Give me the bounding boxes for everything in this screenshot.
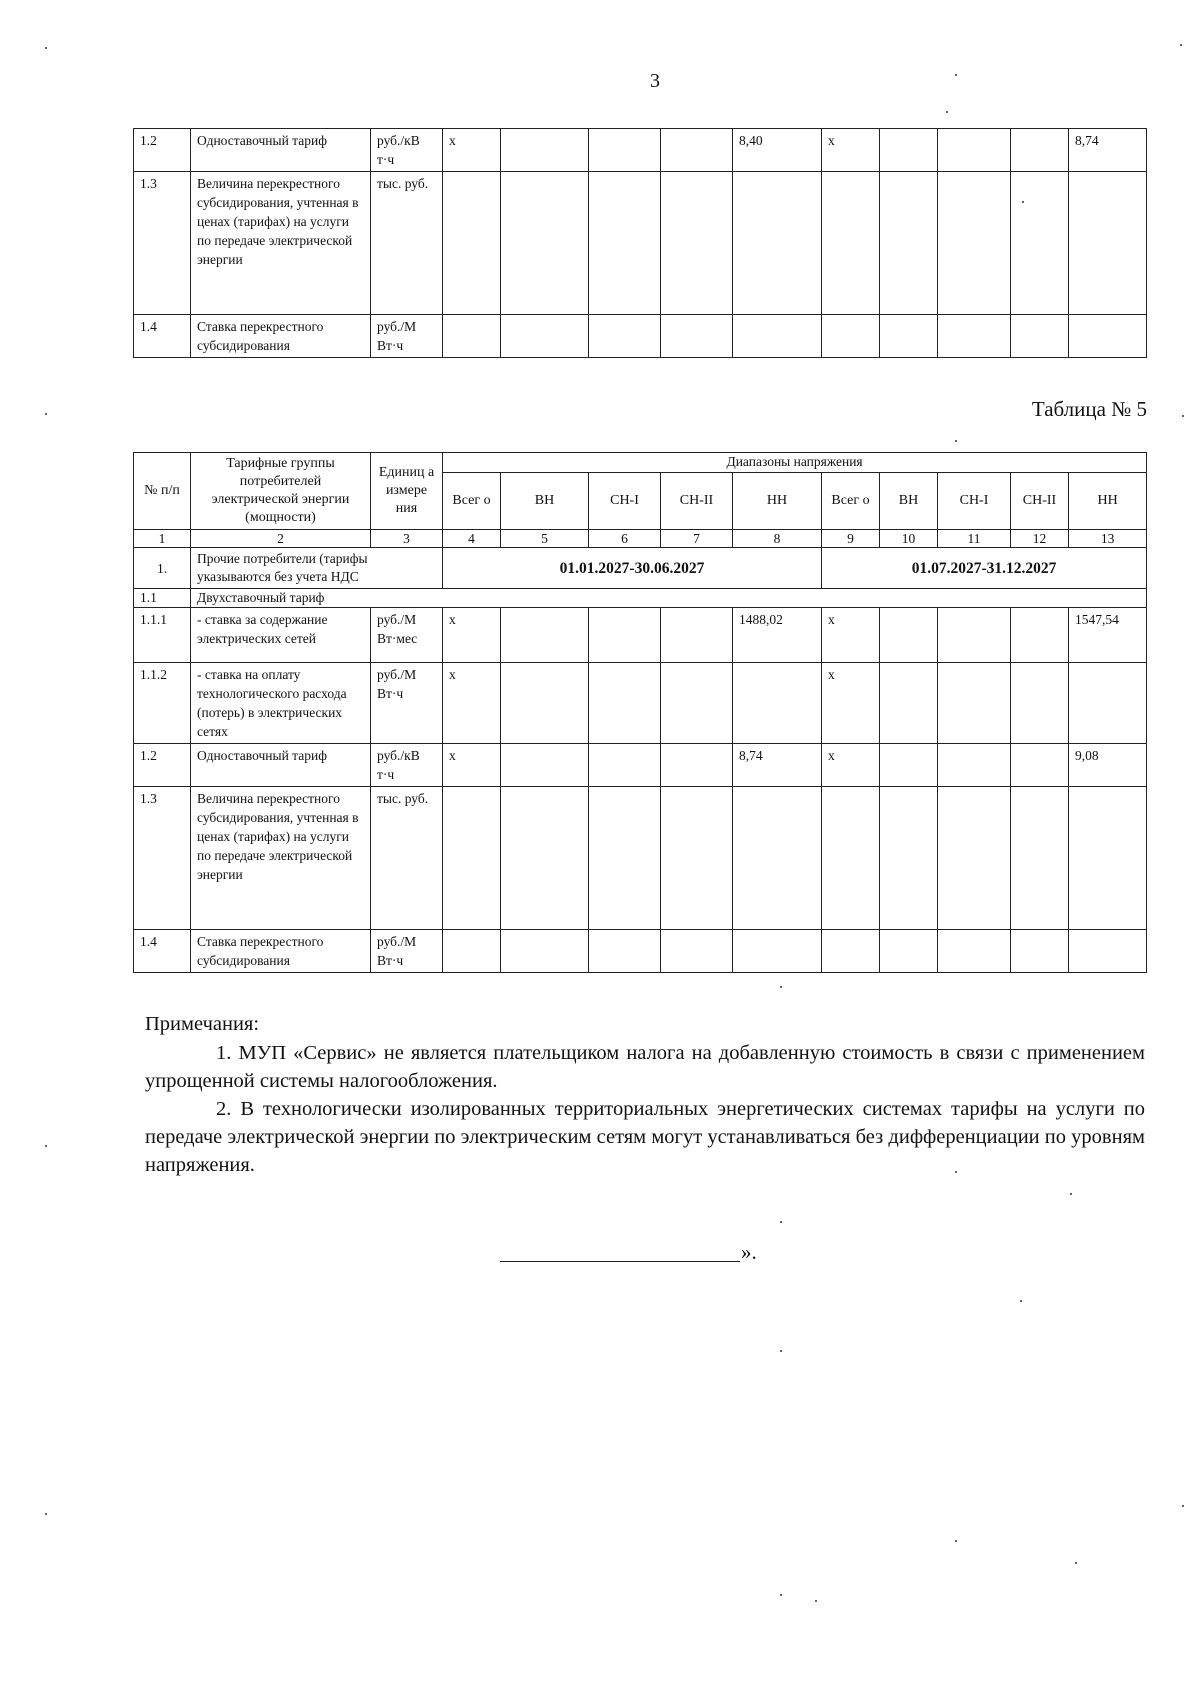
value-cell	[443, 787, 501, 930]
scan-speck	[1182, 415, 1184, 417]
value-cell	[501, 129, 589, 172]
scan-speck	[45, 1513, 47, 1515]
group-num: 1.	[134, 548, 191, 589]
value-cell	[501, 930, 589, 973]
table-row	[134, 744, 1147, 787]
value-cell	[589, 930, 661, 973]
value-cell	[733, 787, 822, 930]
value-cell	[589, 315, 661, 358]
row-num: 1.3	[134, 787, 191, 930]
value-cell	[733, 315, 822, 358]
column-number: 1	[134, 530, 191, 548]
value-cell	[880, 129, 938, 172]
table-5-header-row	[134, 453, 1147, 473]
column-number: 6	[589, 530, 661, 548]
scan-speck	[780, 1221, 782, 1223]
value-cell	[880, 172, 938, 315]
value-cell	[880, 744, 938, 787]
table-row	[134, 663, 1147, 744]
value-cell: 8,74	[1069, 129, 1147, 172]
scan-speck	[1180, 44, 1182, 46]
notes-block	[145, 1010, 1145, 1179]
value-cell	[589, 129, 661, 172]
voltage-header: Всег о	[443, 472, 501, 530]
row-num: 1.2	[134, 744, 191, 787]
value-cell	[733, 930, 822, 973]
value-cell: х	[822, 663, 880, 744]
scan-speck	[1020, 1300, 1022, 1302]
notes-title: Примечания:	[145, 1013, 260, 1035]
row-unit: руб./М Вт·мес	[371, 608, 443, 663]
value-cell	[733, 172, 822, 315]
value-cell	[938, 172, 1011, 315]
header-num: № п/п	[134, 453, 191, 530]
scan-speck	[1022, 201, 1024, 203]
value-cell	[443, 315, 501, 358]
value-cell	[1069, 172, 1147, 315]
column-number: 10	[880, 530, 938, 548]
scan-speck	[45, 413, 47, 415]
value-cell	[880, 315, 938, 358]
note-item: 1. МУП «Сервис» не является плательщиком налога на добавленную стоимость в связи с применением упрощенной системы налогообложения.	[145, 1042, 1145, 1092]
value-cell	[822, 172, 880, 315]
value-cell	[880, 608, 938, 663]
column-number: 9	[822, 530, 880, 548]
column-number: 11	[938, 530, 1011, 548]
section-name: Двухставочный тариф	[191, 589, 1147, 608]
value-cell	[661, 315, 733, 358]
scan-speck	[45, 47, 47, 49]
voltage-header: СН-II	[1011, 472, 1069, 530]
voltage-header: СН-I	[938, 472, 1011, 530]
row-unit: руб./М Вт·ч	[371, 930, 443, 973]
value-cell	[938, 129, 1011, 172]
value-cell: 8,74	[733, 744, 822, 787]
tariff-table-continuation	[133, 128, 1147, 358]
value-cell	[501, 608, 589, 663]
value-cell: 9,08	[1069, 744, 1147, 787]
value-cell	[938, 608, 1011, 663]
column-number: 5	[501, 530, 589, 548]
table-5-section-row	[134, 589, 1147, 608]
value-cell	[661, 930, 733, 973]
value-cell	[1011, 663, 1069, 744]
value-cell	[443, 172, 501, 315]
value-cell	[938, 663, 1011, 744]
value-cell	[880, 930, 938, 973]
value-cell	[733, 663, 822, 744]
voltage-header: СН-I	[589, 472, 661, 530]
value-cell	[589, 744, 661, 787]
value-cell	[501, 787, 589, 930]
scan-speck	[955, 74, 957, 76]
value-cell	[1069, 787, 1147, 930]
row-unit: руб./М Вт·ч	[371, 663, 443, 744]
table-5-caption: Таблица № 5	[1031, 397, 1147, 421]
scan-speck	[955, 440, 957, 442]
value-cell	[1011, 930, 1069, 973]
row-name: - ставка за содержание электрических сетей	[191, 608, 371, 663]
value-cell	[589, 663, 661, 744]
value-cell	[501, 663, 589, 744]
continuation-table-body	[134, 129, 1147, 358]
signature-line	[500, 1237, 740, 1262]
header-group: Тарифные группы потребителей электрической энергии (мощности)	[191, 453, 371, 530]
column-number: 13	[1069, 530, 1147, 548]
value-cell	[1069, 930, 1147, 973]
value-cell: 1547,54	[1069, 608, 1147, 663]
value-cell	[938, 930, 1011, 973]
row-unit: тыс. руб.	[371, 172, 443, 315]
group-name: Прочие потребители (тарифы указываются без учета НДС	[191, 548, 443, 589]
value-cell	[822, 930, 880, 973]
value-cell: х	[443, 744, 501, 787]
scan-speck	[946, 111, 948, 113]
value-cell	[880, 787, 938, 930]
page-number: 3	[650, 70, 660, 92]
value-cell	[501, 744, 589, 787]
table-5-body	[134, 453, 1147, 973]
table-row	[134, 608, 1147, 663]
column-number: 4	[443, 530, 501, 548]
value-cell	[501, 172, 589, 315]
value-cell	[501, 315, 589, 358]
section-num: 1.1	[134, 589, 191, 608]
header-unit: Единиц а измере ния	[371, 453, 443, 530]
value-cell	[661, 744, 733, 787]
value-cell	[661, 787, 733, 930]
value-cell	[443, 930, 501, 973]
value-cell: х	[443, 608, 501, 663]
scan-speck	[780, 986, 782, 988]
tariff-table-5	[133, 452, 1147, 973]
value-cell: х	[822, 744, 880, 787]
row-num: 1.1.1	[134, 608, 191, 663]
value-cell	[822, 315, 880, 358]
value-cell	[880, 663, 938, 744]
value-cell	[822, 787, 880, 930]
scan-speck	[955, 1171, 957, 1173]
period-2: 01.07.2027-31.12.2027	[822, 548, 1147, 589]
voltage-header: Всег о	[822, 472, 880, 530]
value-cell	[1011, 129, 1069, 172]
row-num: 1.4	[134, 315, 191, 358]
scan-speck	[780, 1594, 782, 1596]
note-item: 2. В технологически изолированных территориальных энергетических системах тарифы на услуги по передаче электрической энергии по электрическим сетям могут устанавливаться без дифференциации по уровням напряжения.	[145, 1098, 1145, 1176]
scan-speck	[45, 1145, 47, 1147]
value-cell	[589, 608, 661, 663]
row-name: Одноставочный тариф	[191, 129, 371, 172]
voltage-header: СН-II	[661, 472, 733, 530]
value-cell: х	[443, 129, 501, 172]
scan-speck	[1182, 1505, 1184, 1507]
scan-speck	[815, 1600, 817, 1602]
row-name: Ставка перекрестного субсидирования	[191, 315, 371, 358]
value-cell	[1011, 787, 1069, 930]
period-1: 01.01.2027-30.06.2027	[443, 548, 822, 589]
value-cell	[1011, 315, 1069, 358]
scan-speck	[1075, 1562, 1077, 1564]
closing-quote: ».	[741, 1240, 757, 1264]
table-5-column-numbers-row	[134, 530, 1147, 548]
row-unit: руб./кВ т·ч	[371, 129, 443, 172]
table-row	[134, 787, 1147, 930]
table-row	[134, 172, 1147, 315]
value-cell	[589, 787, 661, 930]
column-number: 7	[661, 530, 733, 548]
value-cell	[1011, 608, 1069, 663]
column-number: 3	[371, 530, 443, 548]
value-cell	[661, 608, 733, 663]
scan-speck	[1070, 1193, 1072, 1195]
value-cell	[661, 663, 733, 744]
row-name: Величина перекрестного субсидирования, учтенная в ценах (тарифах) на услуги по передаче электрической энергии	[191, 172, 371, 315]
table-row	[134, 930, 1147, 973]
row-name: Ставка перекрестного субсидирования	[191, 930, 371, 973]
row-num: 1.3	[134, 172, 191, 315]
header-voltage-ranges: Диапазоны напряжения	[443, 453, 1147, 473]
row-name: Величина перекрестного субсидирования, учтенная в ценах (тарифах) на услуги по передаче электрической энергии	[191, 787, 371, 930]
value-cell: х	[443, 663, 501, 744]
row-num: 1.2	[134, 129, 191, 172]
table-row	[134, 129, 1147, 172]
value-cell: х	[822, 608, 880, 663]
row-unit: тыс. руб.	[371, 787, 443, 930]
value-cell: 1488,02	[733, 608, 822, 663]
column-number: 2	[191, 530, 371, 548]
table-5-group-row	[134, 548, 1147, 589]
value-cell	[661, 129, 733, 172]
row-unit: руб./М Вт·ч	[371, 315, 443, 358]
row-unit: руб./кВ т·ч	[371, 744, 443, 787]
value-cell	[938, 744, 1011, 787]
value-cell: 8,40	[733, 129, 822, 172]
value-cell	[938, 787, 1011, 930]
value-cell	[938, 315, 1011, 358]
value-cell: х	[822, 129, 880, 172]
value-cell	[1069, 663, 1147, 744]
voltage-header: ВН	[501, 472, 589, 530]
row-num: 1.1.2	[134, 663, 191, 744]
value-cell	[1069, 315, 1147, 358]
column-number: 8	[733, 530, 822, 548]
row-num: 1.4	[134, 930, 191, 973]
value-cell	[589, 172, 661, 315]
column-number: 12	[1011, 530, 1069, 548]
voltage-header: НН	[1069, 472, 1147, 530]
row-name: Одноставочный тариф	[191, 744, 371, 787]
voltage-header: НН	[733, 472, 822, 530]
value-cell	[1011, 744, 1069, 787]
scan-speck	[955, 1540, 957, 1542]
scan-speck	[780, 1350, 782, 1352]
value-cell	[1011, 172, 1069, 315]
row-name: - ставка на оплату технологического расхода (потерь) в электрических сетях	[191, 663, 371, 744]
value-cell	[661, 172, 733, 315]
table-row	[134, 315, 1147, 358]
voltage-header: ВН	[880, 472, 938, 530]
